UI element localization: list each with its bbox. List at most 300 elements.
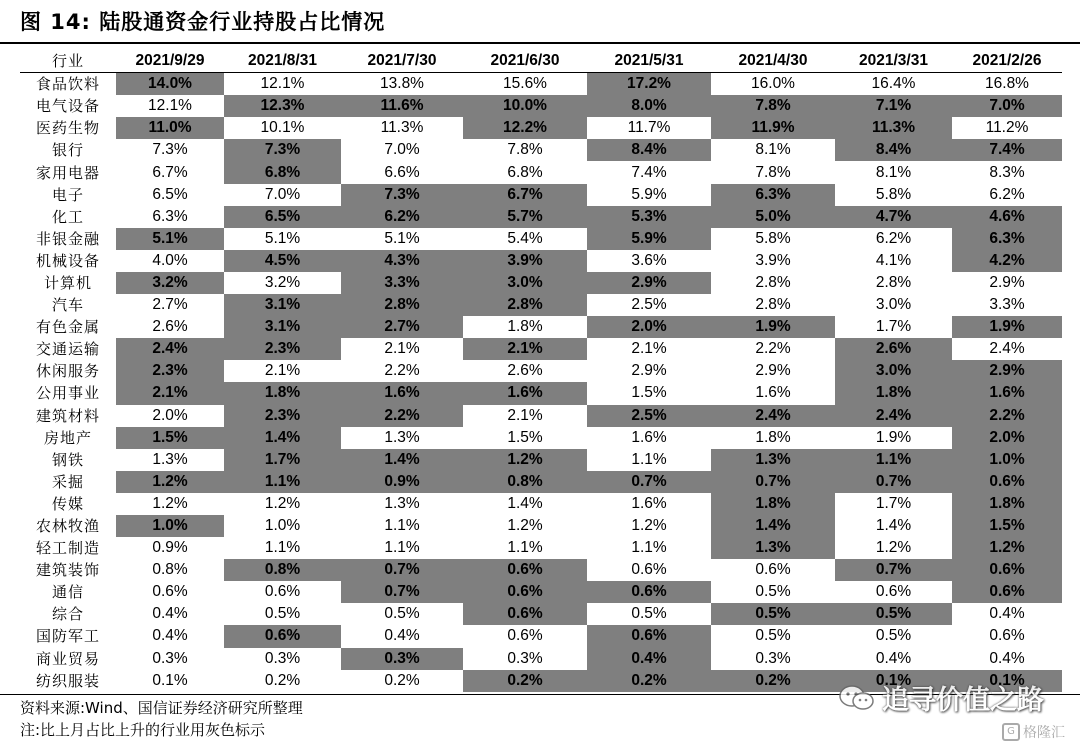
value-cell: 1.2% (152, 494, 188, 512)
value-cell: 7.0% (264, 185, 301, 203)
value-cell: 0.4% (152, 605, 188, 623)
industry-name: 银行 (51, 141, 84, 160)
value-cell-increased: 5.1% (116, 228, 224, 250)
value-cell-increased: 8.0% (587, 95, 711, 117)
value-cell: 1.5% (507, 428, 543, 446)
value-cell-increased: 2.8% (341, 294, 463, 316)
table-row (20, 603, 1062, 625)
industry-name: 钢铁 (51, 450, 84, 469)
value-cell: 1.7% (875, 494, 912, 512)
value-cell-increased: 0.7% (835, 471, 952, 493)
value-cell: 0.6% (875, 583, 912, 601)
figure-title: 图 14: 陆股通资金行业持股占比情况 (20, 10, 386, 34)
value-cell-increased: 4.2% (952, 250, 1062, 272)
value-cell-increased: 0.5% (711, 603, 835, 625)
value-cell-increased: 0.6% (463, 559, 587, 581)
holdings-table (20, 50, 1062, 692)
value-cell-increased: 14.0% (116, 73, 224, 96)
value-cell: 2.1% (384, 340, 420, 358)
value-cell: 8.1% (875, 163, 912, 181)
value-cell-increased: 11.0% (116, 117, 224, 139)
value-cell-increased: 5.3% (587, 206, 711, 228)
table-row (20, 648, 1062, 670)
value-cell: 2.0% (152, 406, 188, 424)
value-cell: 6.5% (152, 185, 188, 203)
value-cell: 3.3% (989, 296, 1025, 314)
value-cell: 5.9% (631, 185, 667, 203)
value-cell-increased: 7.0% (952, 95, 1062, 117)
value-cell-increased: 0.8% (463, 471, 587, 493)
value-cell-increased: 0.7% (341, 559, 463, 581)
value-cell-increased: 1.3% (711, 537, 835, 559)
value-cell-increased: 1.9% (952, 316, 1062, 338)
value-cell-increased: 7.1% (835, 95, 952, 117)
value-cell: 0.3% (755, 649, 791, 667)
value-cell: 0.6% (989, 627, 1025, 645)
value-cell-increased: 2.9% (587, 272, 711, 294)
value-cell-increased: 2.8% (463, 294, 587, 316)
column-header-industry: 行业 (20, 50, 116, 73)
value-cell: 0.9% (152, 539, 188, 557)
value-cell-increased: 1.8% (835, 382, 952, 404)
value-cell-increased: 12.2% (463, 117, 587, 139)
value-cell-increased: 0.4% (587, 648, 711, 670)
value-cell: 0.6% (152, 583, 188, 601)
value-cell-increased: 0.7% (711, 471, 835, 493)
industry-name: 农林牧渔 (35, 517, 100, 536)
value-cell: 0.6% (631, 561, 667, 579)
value-cell: 0.4% (989, 649, 1025, 667)
value-cell-increased: 3.9% (463, 250, 587, 272)
logo-text: 格隆汇 (1023, 725, 1065, 741)
value-cell-increased: 0.6% (952, 471, 1062, 493)
value-cell-increased: 1.8% (952, 493, 1062, 515)
value-cell: 0.3% (264, 649, 301, 667)
value-cell: 0.8% (152, 561, 188, 579)
value-cell-increased: 11.3% (835, 117, 952, 139)
value-cell: 6.3% (152, 207, 188, 225)
value-cell: 1.1% (507, 539, 543, 557)
industry-name: 通信 (51, 583, 84, 602)
header-row (20, 50, 1062, 73)
value-cell: 0.4% (152, 627, 188, 645)
table-row (20, 161, 1062, 183)
value-cell: 2.8% (875, 273, 912, 291)
platform-logo (1002, 722, 1065, 742)
value-cell-increased: 1.9% (711, 316, 835, 338)
value-cell-increased: 0.2% (587, 670, 711, 692)
value-cell-increased: 0.6% (224, 625, 341, 647)
wechat-watermark (838, 678, 1044, 717)
value-cell: 8.1% (755, 141, 791, 159)
value-cell-increased: 2.3% (224, 338, 341, 360)
table-row (20, 360, 1062, 382)
value-cell: 8.3% (989, 163, 1025, 181)
column-header-date: 2021/5/31 (587, 50, 711, 73)
value-cell: 2.5% (631, 296, 667, 314)
industry-name: 汽车 (51, 296, 84, 315)
industry-name: 轻工制造 (35, 539, 100, 558)
value-cell-increased: 7.8% (711, 95, 835, 117)
value-cell-increased: 1.1% (835, 449, 952, 471)
table-row (20, 471, 1062, 493)
value-cell-increased: 1.5% (952, 515, 1062, 537)
value-cell: 3.0% (875, 296, 912, 314)
value-cell: 2.6% (152, 318, 188, 336)
value-cell-increased: 1.6% (341, 382, 463, 404)
value-cell-increased: 1.2% (463, 449, 587, 471)
value-cell-increased: 1.0% (952, 449, 1062, 471)
table-row (20, 559, 1062, 581)
value-cell-increased: 0.7% (587, 471, 711, 493)
value-cell-increased: 2.2% (952, 405, 1062, 427)
industry-name: 电子 (51, 185, 84, 204)
table-row (20, 449, 1062, 471)
value-cell: 1.2% (507, 517, 543, 535)
value-cell: 3.9% (755, 251, 791, 269)
source-note: 资料来源:Wind、国信证券经济研究所整理 (20, 699, 303, 717)
table-row (20, 338, 1062, 360)
value-cell: 6.2% (875, 229, 912, 247)
value-cell-increased: 6.2% (341, 206, 463, 228)
industry-name: 食品饮料 (35, 75, 100, 94)
value-cell: 11.2% (985, 119, 1029, 137)
value-cell: 11.3% (380, 119, 424, 137)
value-cell-increased: 3.1% (224, 294, 341, 316)
value-cell: 0.5% (384, 605, 420, 623)
value-cell-increased: 2.4% (116, 338, 224, 360)
value-cell: 0.5% (755, 583, 791, 601)
industry-name: 传媒 (51, 494, 84, 513)
table-row (20, 427, 1062, 449)
value-cell-increased: 10.0% (463, 95, 587, 117)
table-row (20, 316, 1062, 338)
table-row (20, 117, 1062, 139)
value-cell: 11.7% (627, 119, 671, 137)
table-row (20, 139, 1062, 161)
value-cell-increased: 0.6% (952, 559, 1062, 581)
value-cell-increased: 5.7% (463, 206, 587, 228)
value-cell-increased: 11.9% (711, 117, 835, 139)
value-cell: 2.1% (631, 340, 667, 358)
value-cell-increased: 8.4% (835, 139, 952, 161)
value-cell: 0.2% (384, 671, 420, 689)
value-cell: 1.6% (755, 384, 791, 402)
value-cell: 0.5% (264, 605, 301, 623)
value-cell-increased: 0.7% (835, 559, 952, 581)
industry-name: 国防军工 (35, 627, 100, 646)
table-row (20, 382, 1062, 404)
industry-name: 房地产 (43, 428, 92, 447)
value-cell-increased: 5.0% (711, 206, 835, 228)
value-cell: 5.1% (264, 229, 301, 247)
value-cell: 0.3% (152, 649, 188, 667)
value-cell: 6.7% (152, 163, 188, 181)
logo-icon: G (1002, 723, 1020, 741)
value-cell-increased: 5.9% (587, 228, 711, 250)
value-cell: 16.4% (871, 75, 916, 93)
industry-name: 有色金属 (35, 318, 100, 337)
value-cell-increased: 2.5% (587, 405, 711, 427)
industry-name: 休闲服务 (35, 362, 100, 381)
value-cell: 0.2% (264, 671, 301, 689)
value-cell: 5.1% (384, 229, 420, 247)
value-cell: 2.9% (755, 362, 791, 380)
value-cell-increased: 1.4% (341, 449, 463, 471)
value-cell: 1.6% (631, 494, 667, 512)
value-cell: 1.3% (384, 428, 420, 446)
table-row (20, 73, 1062, 96)
value-cell: 1.4% (875, 517, 912, 535)
column-header-date: 2021/8/31 (224, 50, 341, 73)
industry-name: 计算机 (43, 273, 92, 292)
value-cell: 7.0% (384, 141, 420, 159)
value-cell: 1.6% (631, 428, 667, 446)
column-header-date: 2021/6/30 (463, 50, 587, 73)
value-cell-increased: 2.1% (116, 382, 224, 404)
value-cell: 2.1% (264, 362, 301, 380)
value-cell: 6.6% (384, 163, 420, 181)
table-row (20, 581, 1062, 603)
value-cell: 7.4% (631, 163, 667, 181)
value-cell: 1.1% (264, 539, 301, 557)
value-cell-increased: 7.3% (224, 139, 341, 161)
value-cell: 4.1% (875, 251, 912, 269)
industry-name: 家用电器 (35, 163, 100, 182)
value-cell-increased: 1.8% (711, 493, 835, 515)
value-cell-increased: 1.6% (463, 382, 587, 404)
value-cell: 2.7% (152, 296, 188, 314)
value-cell: 1.4% (507, 494, 543, 512)
value-cell-increased: 6.3% (952, 228, 1062, 250)
value-cell: 16.8% (985, 75, 1029, 93)
industry-name: 电气设备 (35, 97, 100, 116)
value-cell: 0.6% (755, 561, 791, 579)
value-cell-increased: 7.3% (341, 184, 463, 206)
value-cell: 0.6% (264, 583, 301, 601)
value-cell: 1.1% (631, 539, 667, 557)
value-cell: 16.0% (751, 75, 795, 93)
value-cell-increased: 2.6% (835, 338, 952, 360)
value-cell-increased: 0.1% (952, 670, 1062, 692)
industry-name: 公用事业 (35, 384, 100, 403)
value-cell-increased: 1.6% (952, 382, 1062, 404)
wechat-icon (838, 684, 876, 712)
value-cell-increased: 1.5% (116, 427, 224, 449)
value-cell-increased: 4.6% (952, 206, 1062, 228)
value-cell: 1.7% (875, 318, 912, 336)
value-cell: 1.9% (875, 428, 912, 446)
industry-name: 纺织服装 (35, 671, 100, 690)
table-row (20, 272, 1062, 294)
value-cell: 1.2% (264, 494, 301, 512)
value-cell-increased: 0.8% (224, 559, 341, 581)
value-cell: 10.1% (260, 119, 305, 137)
value-cell-increased: 6.7% (463, 184, 587, 206)
value-cell: 7.8% (755, 163, 791, 181)
value-cell-increased: 0.6% (463, 581, 587, 603)
value-cell: 2.8% (755, 273, 791, 291)
value-cell: 1.1% (384, 517, 420, 535)
value-cell-increased: 0.1% (835, 670, 952, 692)
column-header-date: 2021/3/31 (835, 50, 952, 73)
column-header-date: 2021/7/30 (341, 50, 463, 73)
value-cell: 2.2% (384, 362, 420, 380)
value-cell: 12.1% (148, 97, 192, 115)
value-cell: 2.9% (631, 362, 667, 380)
value-cell: 1.1% (384, 539, 420, 557)
value-cell: 1.2% (875, 539, 912, 557)
column-header-date: 2021/9/29 (116, 50, 224, 73)
value-cell-increased: 2.0% (587, 316, 711, 338)
value-cell-increased: 2.0% (952, 427, 1062, 449)
value-cell: 1.3% (384, 494, 420, 512)
table-row (20, 206, 1062, 228)
value-cell: 7.8% (507, 141, 543, 159)
industry-name: 采掘 (51, 472, 84, 491)
value-cell: 0.5% (755, 627, 791, 645)
watermark-text: 追寻价值之路 (882, 685, 1044, 716)
table-row (20, 95, 1062, 117)
value-cell-increased: 1.2% (116, 471, 224, 493)
value-cell-increased: 2.9% (952, 360, 1062, 382)
value-cell-increased: 7.4% (952, 139, 1062, 161)
value-cell: 3.6% (631, 251, 667, 269)
table-row (20, 515, 1062, 537)
value-cell-increased: 8.4% (587, 139, 711, 161)
value-cell-increased: 6.3% (711, 184, 835, 206)
value-cell-increased: 11.6% (341, 95, 463, 117)
table-row (20, 625, 1062, 647)
value-cell: 1.5% (631, 384, 667, 402)
industry-name: 化工 (51, 207, 84, 226)
value-cell: 1.0% (264, 517, 301, 535)
industry-name: 医药生物 (35, 119, 100, 138)
value-cell: 0.1% (152, 671, 188, 689)
column-header-date: 2021/2/26 (952, 50, 1062, 73)
table-row (20, 405, 1062, 427)
value-cell-increased: 1.4% (711, 515, 835, 537)
industry-name: 综合 (51, 605, 84, 624)
value-cell-increased: 2.7% (341, 316, 463, 338)
value-cell: 4.0% (152, 251, 188, 269)
value-cell-increased: 2.1% (463, 338, 587, 360)
value-cell-increased: 3.1% (224, 316, 341, 338)
value-cell-increased: 17.2% (587, 73, 711, 96)
value-cell-increased: 1.4% (224, 427, 341, 449)
value-cell: 0.5% (631, 605, 667, 623)
highlight-note: 注:比上月占比上升的行业用灰色标示 (20, 721, 266, 739)
value-cell-increased: 3.0% (835, 360, 952, 382)
value-cell-increased: 2.3% (224, 405, 341, 427)
table-row (20, 294, 1062, 316)
value-cell: 0.4% (384, 627, 420, 645)
industry-name: 非银金融 (35, 229, 100, 248)
value-cell-increased: 4.5% (224, 250, 341, 272)
value-cell: 0.5% (875, 627, 912, 645)
column-header-date: 2021/4/30 (711, 50, 835, 73)
value-cell: 6.2% (989, 185, 1025, 203)
value-cell-increased: 0.3% (341, 648, 463, 670)
value-cell-increased: 0.9% (341, 471, 463, 493)
value-cell: 2.6% (507, 362, 543, 380)
value-cell: 5.8% (875, 185, 912, 203)
value-cell-increased: 0.6% (952, 581, 1062, 603)
value-cell: 2.9% (989, 273, 1025, 291)
value-cell: 1.8% (507, 318, 543, 336)
value-cell-increased: 0.5% (835, 603, 952, 625)
value-cell: 2.1% (507, 406, 543, 424)
value-cell-increased: 3.2% (116, 272, 224, 294)
value-cell-increased: 1.2% (952, 537, 1062, 559)
value-cell-increased: 3.3% (341, 272, 463, 294)
value-cell-increased: 0.7% (341, 581, 463, 603)
value-cell-increased: 1.1% (224, 471, 341, 493)
industry-name: 交通运输 (35, 340, 100, 359)
value-cell-increased: 0.6% (587, 625, 711, 647)
industry-name: 建筑材料 (35, 406, 100, 425)
value-cell-increased: 3.0% (463, 272, 587, 294)
value-cell: 3.2% (264, 273, 301, 291)
value-cell-increased: 0.6% (463, 603, 587, 625)
value-cell: 1.3% (152, 450, 188, 468)
value-cell: 15.6% (503, 75, 547, 93)
value-cell: 1.8% (755, 428, 791, 446)
value-cell-increased: 2.4% (835, 405, 952, 427)
value-cell: 0.4% (989, 605, 1025, 623)
value-cell-increased: 0.2% (711, 670, 835, 692)
industry-name: 商业贸易 (35, 649, 100, 668)
industry-name: 机械设备 (35, 251, 100, 270)
table-row (20, 493, 1062, 515)
value-cell-increased: 4.3% (341, 250, 463, 272)
value-cell-increased: 1.3% (711, 449, 835, 471)
value-cell: 2.4% (989, 340, 1025, 358)
value-cell-increased: 0.6% (587, 581, 711, 603)
value-cell-increased: 12.3% (224, 95, 341, 117)
value-cell-increased: 1.0% (116, 515, 224, 537)
table-body (20, 73, 1062, 692)
value-cell-increased: 0.2% (463, 670, 587, 692)
table-row (20, 228, 1062, 250)
value-cell-increased: 2.3% (116, 360, 224, 382)
value-cell-increased: 6.5% (224, 206, 341, 228)
value-cell-increased: 2.2% (341, 405, 463, 427)
value-cell: 5.4% (507, 229, 543, 247)
table-row (20, 184, 1062, 206)
value-cell: 12.1% (260, 75, 305, 93)
top-rule (0, 42, 1080, 44)
value-cell: 2.8% (755, 296, 791, 314)
value-cell: 1.2% (631, 517, 667, 535)
value-cell-increased: 1.7% (224, 449, 341, 471)
value-cell-increased: 2.4% (711, 405, 835, 427)
value-cell: 2.2% (755, 340, 791, 358)
value-cell-increased: 4.7% (835, 206, 952, 228)
value-cell: 0.4% (875, 649, 912, 667)
value-cell: 7.3% (152, 141, 188, 159)
value-cell: 6.8% (507, 163, 543, 181)
industry-name: 建筑装饰 (35, 561, 100, 580)
value-cell: 0.3% (507, 649, 543, 667)
table-row (20, 250, 1062, 272)
value-cell-increased: 6.8% (224, 161, 341, 183)
value-cell: 13.8% (380, 75, 424, 93)
table-row (20, 537, 1062, 559)
value-cell: 5.8% (755, 229, 791, 247)
value-cell: 0.6% (507, 627, 543, 645)
value-cell: 1.1% (631, 450, 667, 468)
